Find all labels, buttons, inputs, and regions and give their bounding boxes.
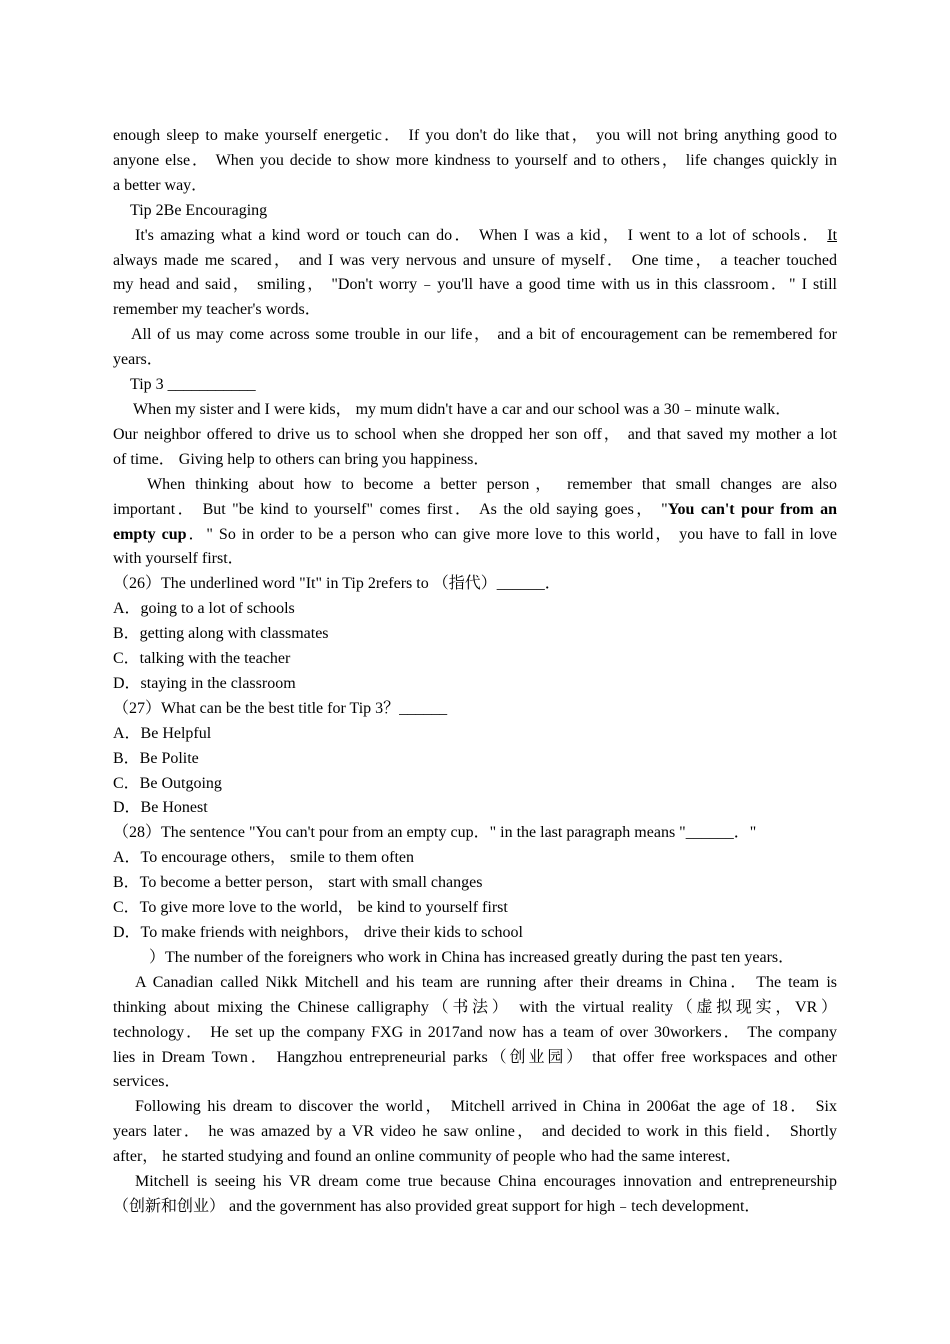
option-b: B．To become a better person， start with small changes <box>113 874 483 892</box>
text-line: empty cup．" So in order to be a person who can give more love to this world， you have to fall in love <box>113 525 837 543</box>
option-d: D．To make friends with neighbors， drive their kids to school <box>113 924 523 941</box>
text-line: lies in Dream Town． Hangzhou entrepreneurial parks（创业园） that offer free workspaces and other <box>113 1048 837 1066</box>
underlined-word: It <box>827 226 838 244</box>
text-line: It's amazing what a kind word or touch can do． When I was a kid， I went to a lot of schools． It <box>135 226 838 244</box>
text-line: years． <box>113 351 163 369</box>
text-line: always made me scared， and I was very nervous and unsure of myself． One time， a teacher touched <box>113 251 837 269</box>
text-line: Our neighbor offered to drive us to school when she dropped her son off， and that saved my mother a lot <box>113 425 837 443</box>
text-line: All of us may come across some trouble in our life， and a bit of encouragement can be remembered for <box>131 326 837 344</box>
option-a: A．Be Helpful <box>113 724 212 742</box>
text-line: A Canadian called Nikk Mitchell and his team are running after their dreams in China． The team is <box>135 973 837 991</box>
option-d: D．staying in the classroom <box>113 674 296 692</box>
option-b: B．Be Polite <box>113 749 199 767</box>
option-c: C．talking with the teacher <box>113 650 291 668</box>
text-line: my head and said， smiling， "Don't worry﹣you'll have a good time with us in this classroom．" I still <box>113 276 837 294</box>
question-26: （26）The underlined word "It" in Tip 2refers to （指代）______． <box>113 575 561 593</box>
text-line: technology． He set up the company FXG in 2017and now has a team of over 30workers． The company <box>113 1023 837 1041</box>
text-line: When my sister and I were kids， my mum didn't have a car and our school was a 30﹣minute walk． <box>133 400 792 418</box>
option-a: A．going to a lot of schools <box>113 600 295 618</box>
text-line: services． <box>113 1073 181 1091</box>
tip-heading: Tip 2Be Encouraging <box>130 201 268 219</box>
text-line: after， he started studying and found an online community of people who had the same interest． <box>113 1148 742 1166</box>
option-d: D．Be Honest <box>113 799 208 817</box>
text-line: enough sleep to make yourself energetic． If you don't do like that， you will not bring anything good to <box>113 127 837 144</box>
document-page <box>113 124 837 1220</box>
text-line: anyone else． When you decide to show more kindness to yourself and to others， life changes quickly in <box>113 151 837 169</box>
text-line: Mitchell is seeing his VR dream come true because China encourages innovation and entrepreneurship <box>135 1173 837 1191</box>
option-a: A．To encourage others， smile to them often <box>113 849 415 867</box>
text-line: （创新和创业） and the government has also provided great support for high﹣tech development． <box>113 1197 761 1215</box>
text-line: remember my teacher's words． <box>113 301 321 319</box>
text-line: ）The number of the foreigners who work in China has increased greatly during the past ten years． <box>149 948 795 966</box>
text-line: years later． he was amazed by a VR video he saw online， and decided to work in this field． Shortly <box>113 1123 837 1141</box>
text-line: thinking about mixing the Chinese calligraphy（书法） with the virtual reality（虚拟现实，VR） <box>113 998 837 1016</box>
bold-quote: You can't pour from an <box>667 500 837 518</box>
text-line: When thinking about how to become a better person， remember that small changes are also <box>147 475 837 493</box>
text-line: of time． Giving help to others can bring you happiness． <box>113 450 490 468</box>
text-line: with yourself first． <box>113 550 244 568</box>
option-c: C．To give more love to the world， be kind to yourself first <box>113 899 508 917</box>
tip-heading: Tip 3 ___________ <box>130 376 256 394</box>
option-c: C．Be Outgoing <box>113 774 222 792</box>
option-b: B．getting along with classmates <box>113 625 329 643</box>
question-27: （27）What can be the best title for Tip 3？______ <box>113 699 448 717</box>
question-28: （28）The sentence "You can't pour from an empty cup．" in the last paragraph means "______．" <box>113 824 757 842</box>
text-line: a better way． <box>113 176 208 194</box>
text-line: Following his dream to discover the world， Mitchell arrived in China in 2006at the age of 18． Six <box>135 1098 837 1116</box>
text-line: important． But "be kind to yourself" comes first． As the old saying goes， "You can't pour from an <box>113 500 837 518</box>
bold-quote: empty cup <box>113 525 187 543</box>
